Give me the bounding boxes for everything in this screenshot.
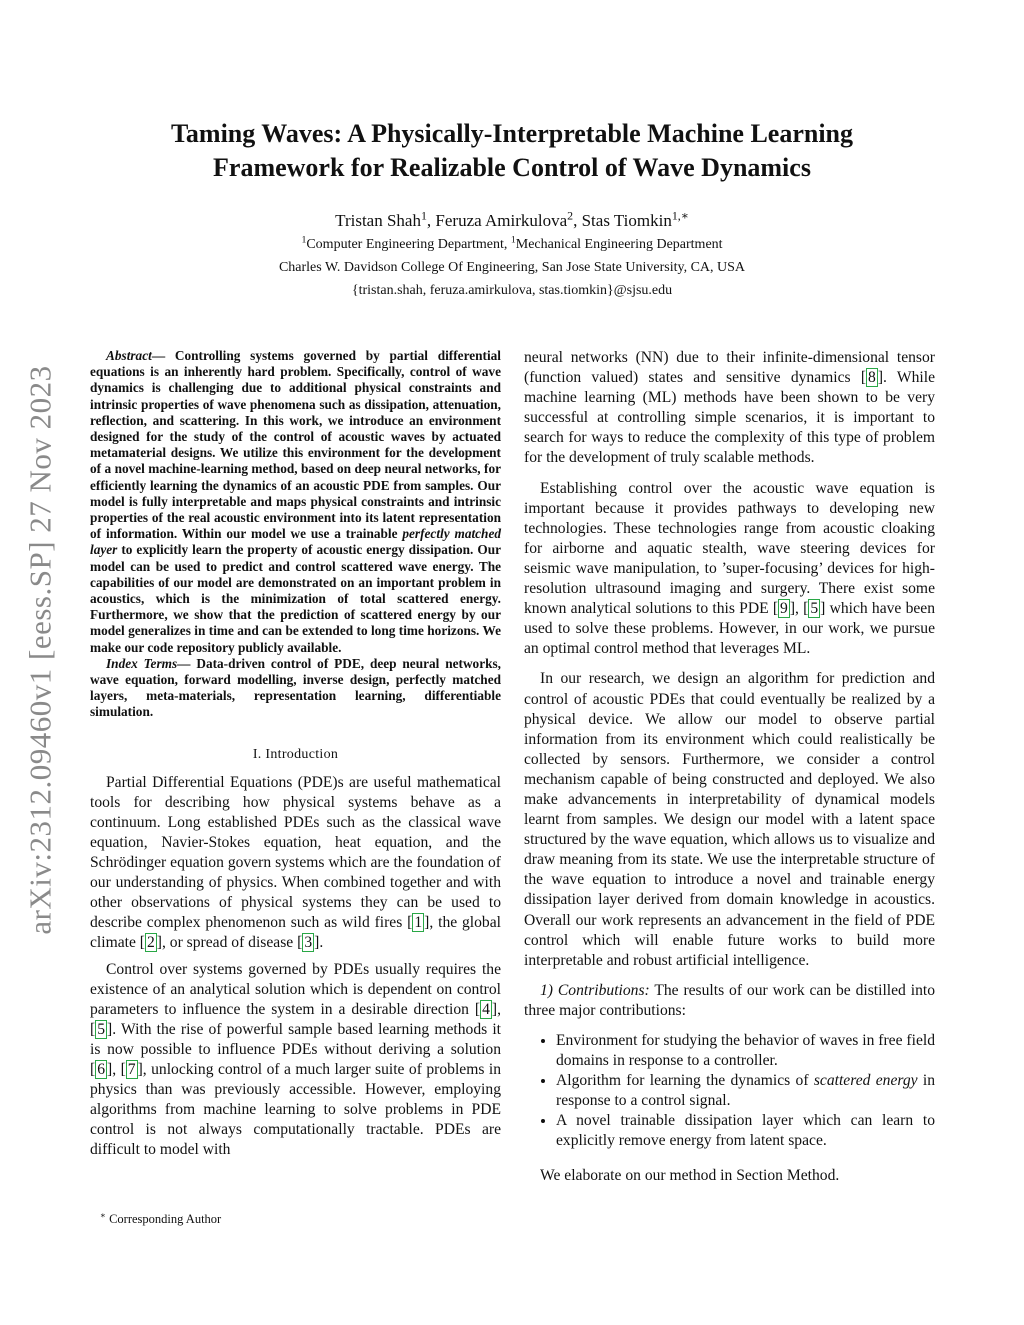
intro-p1-text-a: Partial Differential Equations (PDE)s are useful mathematical tools for describing how physical systems behave as a continuum. Long established PDEs such as the classical wave equation, Navier-Stokes equation, heat equation, and the Schrödinger equation govern systems which are the foundation of our understanding of physics. When combined together and with other observations of physical systems they can be used to describe complex phenomenon such as wild fires — [90, 773, 501, 932]
author-3: Stas Tiomkin — [581, 211, 672, 230]
right-p1-text-b: . While machine learning (ML) methods have been shown to be very successful at controlling simple scenarios, it is important to search for ways to reduce the complexity of this type of problem for the development of truly scalable methods. — [524, 369, 935, 467]
intro-paragraph-2: Control over systems governed by PDEs usually requires the existence of an analytical solution which is dependent on control parameters to influence the system in a desirable direction [ 4 ], [ 5 ]. With the rise of powerful sample based learning methods it is now possible to influence PDEs without deriving a solution [ 6 ], [ 7 ], unlocking control of a much larger suite of problems in physics than was previously accessible. However, employing algorithms from machine learning to solve problems in PDE control is not always computationally tractable. PDEs are difficult to model with — [90, 960, 502, 1159]
intro-p2-text-a: Control over systems governed by PDEs usually requires the existence of an analytical solution which is dependent on control parameters to influence the system in a desirable direction — [90, 960, 501, 1018]
index-terms-dash: — — [177, 655, 197, 671]
contributions-intro: The results of our work can be distilled into three major contributions: — [524, 981, 935, 1019]
author-1-affil: 1 — [420, 208, 427, 223]
affil-dept-1: Computer Engineering Department, — [306, 237, 511, 252]
right-column — [524, 348, 935, 1196]
citation-link[interactable]: 3 — [304, 934, 313, 952]
author-list: Tristan Shah$^1$, Feruza Amirkulova$^2$, Stas Tiomkin$^{1,∗}$ — [335, 208, 689, 230]
abstract-label: Abstract — [106, 348, 152, 363]
contribution-2-emphasis: scattered energy — [813, 1072, 918, 1090]
citation-link[interactable]: 1 — [414, 914, 423, 932]
intro-paragraph-1: Partial Differential Equations (PDE)s are useful mathematical tools for describing how physical systems behave as a continuum. Long established PDEs such as the classical wave equation, Navier-Stokes equation, heat equation, and the Schrödinger equation govern systems which are the foundation of our understanding of physics. When combined together and with other observations of physical systems they can be used to describe complex phenomenon such as wild fires [ 1 ], the global climate [ 2 ], or spread of disease [ 3 ]. — [90, 773, 501, 952]
abstract-dash: — — [151, 348, 175, 363]
intro-p2-text-e: , unlocking control of a much larger suite of problems in physics than was previously accessible. However, employing algorithms from machine learning to solve problems in PDE control is not always computationally tractable. PDEs are difficult to model with — [90, 1060, 502, 1159]
citation-link[interactable]: 2 — [147, 934, 155, 952]
citation-link[interactable]: 4 — [482, 1000, 490, 1018]
index-terms — [90, 656, 501, 721]
title-line-1: Taming Waves: A Physically-Interpretable Machine Learning — [170, 119, 854, 148]
abstract-emphasis: perfectly matched layer — [90, 526, 502, 558]
affil-sup-1: 1 — [301, 234, 307, 246]
affil-dept-2: Mechanical Engineering Department — [515, 237, 723, 252]
footnote-text: Corresponding Author — [105, 1212, 222, 1226]
title-line-2: Framework for Realizable Control of Wave Dynamics — [213, 153, 811, 182]
right-paragraph-3: In our research, we design an algorithm for prediction and control of acoustic PDEs that could eventually be realized by a physical device. We allow our model to observe partial information from its environment which could realistically be collected by sensors. Furthermore, we consider a control mechanism capable of being constructed and deployed. We also make advancements in interpretability of dynamical models learnt from samples. We design our model with a latent space structured by the wave equation, which allows us to visualize and draw meaning from its state. We use the interpretable structure of the wave equation to introduce a novel and trainable energy dissipation layer derived from domain knowledge in acoustics. Overall our work represents an advancement in the field of PDE control which will enable future works to build more interpretable and robust artificial intelligence. — [524, 670, 935, 969]
contribution-item: • Environment for studying the behavior of waves in free field domains in response to a controller. — [556, 1031, 935, 1071]
abstract-text-2: to explicitly learn the property of acoustic energy dissipation. Our model can be used to predict and control scattered wave energy. The capabilities of our model are demonstrated on an important problem in acoustics, which is the minimization of total scattered energy. Furthermore, we show that the prediction of scattered energy by our model generalizes in time and can be extended to long time horizons. We make our code repository publicly available. — [90, 542, 501, 655]
affiliation-institution: Charles W. Davidson College Of Engineering, San Jose State University, CA, USA — [278, 260, 746, 275]
author-2-affil: 2 — [567, 208, 574, 223]
contribution-2-text-b: in response to a control signal. — [556, 1072, 936, 1110]
contributions-paragraph — [524, 981, 935, 1021]
intro-p1-text-d: . — [319, 934, 324, 952]
citation-link[interactable]: 5 — [97, 1020, 105, 1038]
arxiv-identifier-text: arXiv:2312.09460v1 [eess.SP] 27 Nov 2023 — [23, 365, 59, 935]
left-column — [90, 348, 501, 1166]
citation-link[interactable]: 9 — [780, 600, 788, 618]
contributions-list — [524, 1031, 935, 1152]
intro-p2-text-c: . With the rise of powerful sample based learning methods it is now possible to influence PDEs without deriving a solution — [90, 1020, 501, 1058]
right-p1-text-a: neural networks (NN) due to their infinite-dimensional tensor (function valued) states and sensitive dynamics — [524, 349, 935, 387]
contribution-2-text-a: Algorithm for learning the dynamics of — [556, 1072, 814, 1090]
author-2: Feruza Amirkulova — [435, 211, 568, 230]
citation-link[interactable]: 5 — [810, 600, 819, 618]
author-3-affil: 1,∗ — [671, 208, 689, 223]
arxiv-identifier-stamp — [20, 345, 62, 955]
intro-p1-text-b: , the global climate — [90, 914, 501, 952]
paper-title — [100, 117, 924, 185]
right-p2-text-c: which have been used to solve these problems. However, in our work, we pursue an optimal control method that leverages ML. — [524, 600, 936, 658]
contributions-label: 1) Contributions: — [540, 981, 650, 999]
section-heading-introduction: I. Introduction — [252, 746, 339, 762]
affil-sup-2: 1 — [510, 234, 516, 246]
author-emails: {tristan.shah, feruza.amirkulova, stas.tiomkin}@sjsu.edu — [351, 283, 673, 298]
index-terms-text: Data-driven control of PDE, deep neural networks, wave equation, forward modelling, inverse design, perfectly matched layers, meta-materials, representation learning, differentiable simulation. — [90, 655, 502, 720]
closing-sentence: We elaborate on our method in Section Method. — [540, 1166, 840, 1184]
index-terms-label: Index Terms — [106, 655, 178, 671]
author-1: Tristan Shah — [335, 211, 421, 230]
abstract — [90, 348, 501, 656]
citation-link[interactable]: 6 — [97, 1060, 105, 1078]
contribution-item — [556, 1071, 935, 1111]
right-p2-text-b: , — [795, 600, 804, 618]
right-paragraph-1: neural networks (NN) due to their infinite-dimensional tensor (function valued) states and sensitive dynamics [ 8 ]. While machine learning (ML) methods have been shown to be very successful at controlling simple scenarios, it is important to search for ways to reduce the complexity of this type of problem for the development of truly scalable methods. — [524, 349, 935, 467]
abstract-text-1: Controlling systems governed by partial differential equations is an inherently hard problem. Specifically, control of wave dynamics is challenging due to additional physical constraints and intrinsic properties of wave phenomena such as dissipation, attenuation, reflection, and scattering. In this work, we introduce an environment designed for the study of the control of acoustic waves by actuated metamaterial designs. We utilize this environment for the development of a novel machine-learning method, based on deep neural networks, for efficiently learning the dynamics of an acoustic PDE from samples. Our model is fully interpretable and maps physical constraints and intrinsic properties of the real acoustic environment into its latent representation of information. Within our model we use a trainable — [90, 348, 501, 542]
footnote-mark: ∗ — [100, 1209, 106, 1220]
footnote — [100, 1209, 222, 1227]
citation-link[interactable]: 8 — [868, 369, 876, 387]
intro-p1-text-c: , or spread of disease — [162, 934, 298, 952]
affiliation-departments — [100, 236, 924, 254]
intro-p2-text-b: , — [497, 1000, 501, 1018]
right-p2-text-a: Establishing control over the acoustic wave equation is important because it provides pathways to developing new technologies. These technologies range from acoustic cloaking for airborne and aquatic stealth, wave steering devices for seismic wave manipulation, to ’super-focusing’ devices for high-resolution ultrasound imaging and surgery. There exist some known analytical solutions to this PDE — [524, 479, 935, 618]
contribution-item: • A novel trainable dissipation layer which can learn to explicitly remove energy from latent space. — [556, 1111, 935, 1151]
right-paragraph-2: Establishing control over the acoustic wave equation is important because it provides pathways to developing new technologies. These technologies range from acoustic cloaking for airborne and aquatic stealth, wave steering devices for seismic wave manipulation, to ’super-focusing’ devices for high-resolution ultrasound imaging and surgery. There exist some known analytical solutions to this PDE [ 9 ], [ 5 ] which have been used to solve these problems. However, in our work, we pursue an optimal control method that leverages ML. — [524, 479, 936, 658]
citation-link[interactable]: 7 — [127, 1060, 136, 1078]
intro-p2-text-d: , — [112, 1060, 121, 1078]
